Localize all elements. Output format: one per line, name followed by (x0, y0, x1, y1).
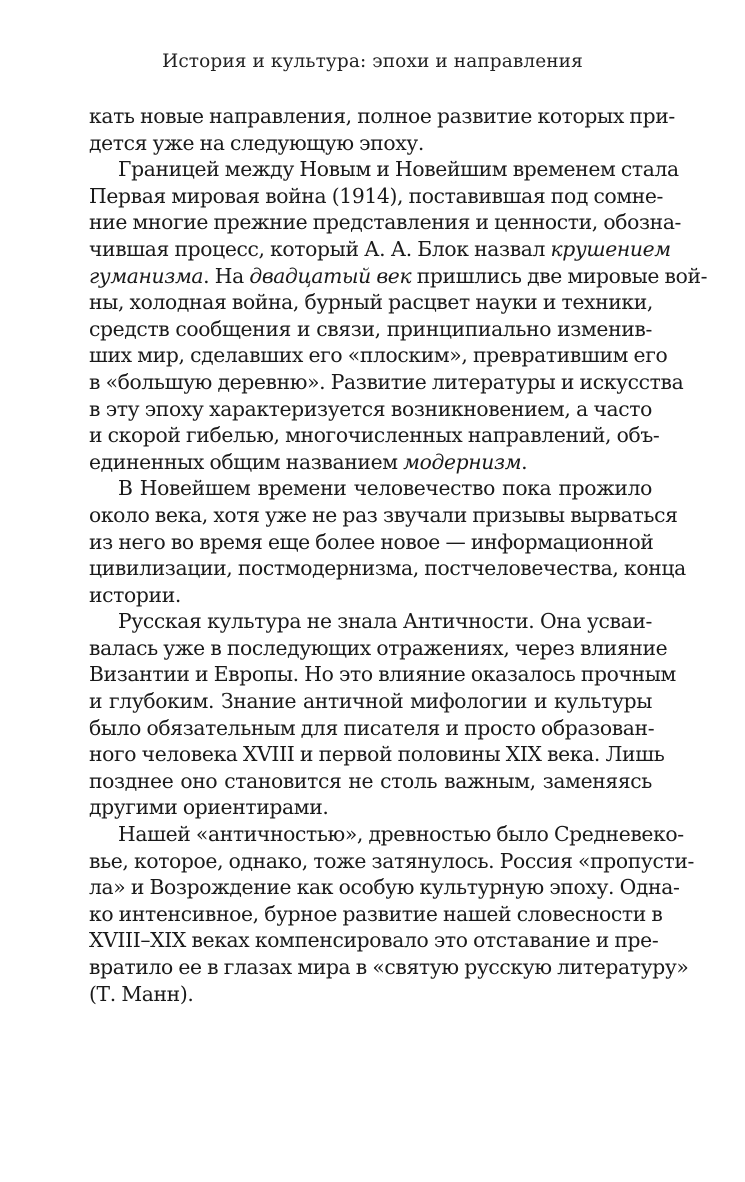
text-line (89, 156, 679, 183)
text-line (89, 661, 676, 688)
text-fragment: средств сообщения и связи, принципиально изменив- (89, 316, 652, 341)
text-fragment: Византии и Европы. Но это влияние оказалось прочным (89, 662, 676, 687)
text-fragment: ны, холодная война, бурный расцвет науки и техники, (89, 290, 654, 315)
text-line (89, 475, 652, 502)
text-line (89, 289, 652, 316)
text-line (89, 768, 652, 795)
text-line (89, 263, 708, 290)
text-line (89, 582, 652, 609)
text-line (89, 741, 665, 768)
text-line (89, 608, 652, 635)
text-line (89, 688, 652, 715)
text-line (89, 422, 660, 449)
text-fragment: позднее оно становится не столь важным, заменяясь (89, 768, 652, 793)
text-line (89, 848, 695, 875)
text-fragment: Границей между Новым и Новейшим временем стала (118, 157, 679, 182)
italic-term: модернизм (403, 449, 522, 474)
text-fragment: ко интенсивное, бурное развитие нашей словесности в (89, 901, 663, 926)
italic-term: гуманизма (89, 263, 204, 288)
text-line (89, 635, 668, 662)
text-line (89, 342, 668, 369)
italic-term: крушением (550, 236, 671, 261)
text-fragment: Первая мировая война (1914), поставившая под сомне- (89, 183, 664, 208)
text-fragment: дется уже на следующую эпоху. (89, 130, 424, 155)
text-line (89, 130, 652, 157)
text-line (89, 821, 684, 848)
text-line (89, 954, 689, 981)
text-line (89, 236, 671, 263)
text-fragment: и скорой гибелью, многочисленных направлений, объ- (89, 423, 660, 448)
text-fragment: В Новейшем времени человечество пока прожило (118, 476, 652, 501)
text-fragment: ного человека XVIII и первой половины XIX века. Лишь (89, 742, 665, 767)
text-line (89, 901, 663, 928)
text-line (89, 449, 652, 476)
text-line (89, 555, 686, 582)
text-line (89, 183, 664, 210)
text-line (89, 396, 652, 423)
text-line (89, 209, 682, 236)
text-fragment: и глубоким. Знание античной мифологии и культуры (89, 689, 652, 714)
text-line (89, 529, 652, 556)
text-fragment: ших мир, сделавших его «плоским», превратившим его (89, 343, 668, 368)
body-text (89, 103, 708, 1007)
text-fragment: другими ориентирами. (89, 795, 329, 820)
text-fragment: из него во время еще более новое — информационной (89, 529, 654, 554)
text-fragment: вье, которое, однако, тоже затянулось. Россия «пропусти- (89, 848, 695, 873)
text-fragment: чившая процесс, который А. А. Блок назвал (89, 236, 551, 261)
text-line (89, 369, 684, 396)
text-fragment: (Т. Манн). (89, 981, 194, 1006)
text-line (89, 715, 655, 742)
text-fragment: ние многие прежние представления и ценности, обозна- (89, 210, 682, 235)
text-fragment: в «большую деревню». Развитие литературы и искусства (89, 369, 684, 394)
text-fragment: цивилизации, постмодернизма, постчеловечества, конца (89, 556, 686, 581)
text-fragment: около века, хотя уже не раз звучали призывы вырваться (89, 502, 678, 527)
text-line (89, 927, 659, 954)
text-line (89, 103, 675, 130)
text-fragment: единенных общим названием (89, 449, 404, 474)
running-head: История и культура: эпохи и направления (162, 51, 583, 72)
text-fragment: ла» и Возрождение как особую культурную эпоху. Одна- (89, 875, 680, 900)
text-line (89, 502, 678, 529)
text-fragment: вратило ее в глазах мира в «святую русскую литературу» (89, 955, 689, 979)
text-fragment: . (521, 449, 528, 474)
text-line (89, 981, 652, 1008)
text-fragment: Русская культура не знала Античности. Она усваи- (118, 609, 652, 634)
text-fragment: Нашей «античностью», древностью было Средневеко- (118, 822, 684, 847)
text-fragment: в эту эпоху характеризуется возникновением, а часто (89, 396, 652, 421)
text-fragment: валась уже в последующих отражениях, через влияние (89, 635, 668, 660)
text-line (89, 316, 652, 343)
text-fragment: . На (203, 263, 250, 288)
text-fragment: XVIII–XIX веках компенсировало это отставание и пре- (89, 928, 659, 953)
text-fragment: было обязательным для писателя и просто образован- (89, 715, 655, 740)
text-line (89, 794, 652, 821)
text-fragment: пришлись две мировые вой- (411, 263, 708, 288)
italic-term: двадцатый век (249, 263, 412, 288)
text-line (89, 874, 680, 901)
text-fragment: кать новые направления, полное развитие которых при- (89, 104, 675, 128)
text-fragment: истории. (89, 582, 181, 607)
